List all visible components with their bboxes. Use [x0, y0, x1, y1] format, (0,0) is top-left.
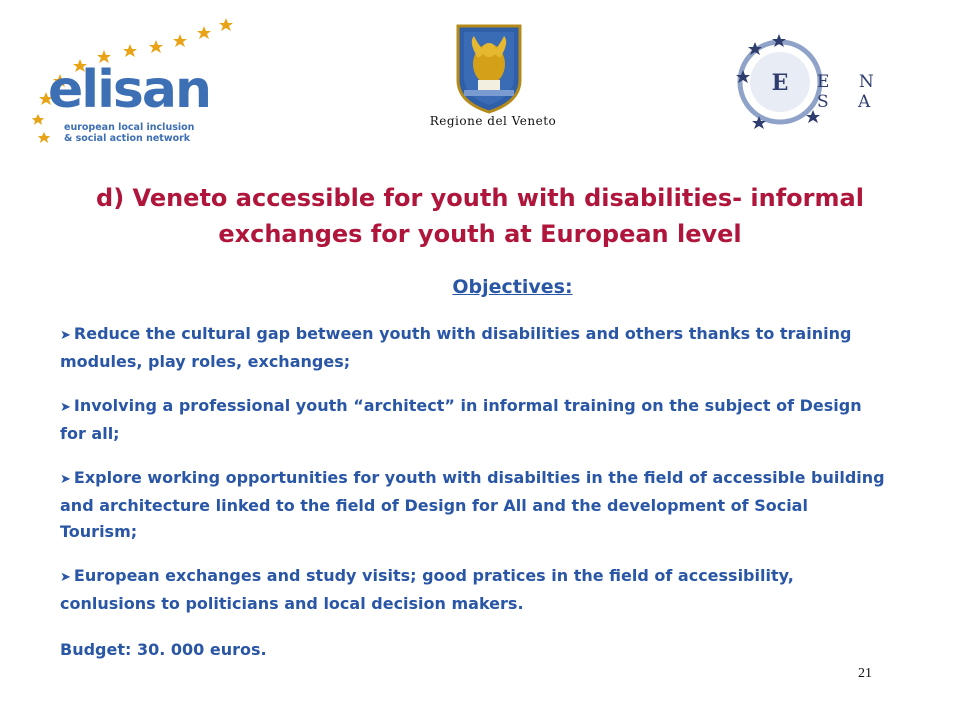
- slide-title: d) Veneto accessible for youth with disabilities- informal exchanges for youth at European level: [96, 184, 864, 248]
- list-item: [60, 563, 890, 617]
- veneto-shield-emblem: [408, 22, 568, 114]
- veneto-caption: Regione del Veneto: [429, 114, 557, 128]
- elisan-logo: [28, 14, 238, 154]
- list-item: [60, 393, 890, 447]
- list-item: [60, 465, 890, 545]
- bullet-text: Reduce the cultural gap between youth with disabilities and others thanks to training modules, play roles, exchanges;: [60, 324, 852, 371]
- arrow-bullet-icon: ➤: [60, 472, 71, 487]
- elisan-tagline-line1: european local inclusion: [64, 122, 195, 133]
- elisan-tagline-line2: & social action network: [64, 133, 191, 144]
- elisan-wordmark: elisan: [48, 60, 210, 120]
- arrow-bullet-icon: ➤: [60, 400, 71, 415]
- ensa-logo: [735, 30, 910, 130]
- arrow-bullet-icon: ➤: [60, 570, 71, 585]
- regione-veneto-logo: [408, 22, 568, 132]
- elisan-tagline: [64, 122, 194, 144]
- objectives-heading: Objectives:: [452, 276, 573, 298]
- bullet-text: Explore working opportunities for youth with disabilties in the field of accessible building and architecture linked to the field of Design for All and the development of Social Tourism;: [60, 468, 885, 541]
- svg-text:E: E: [771, 70, 789, 96]
- ensa-letters: E N S A: [817, 72, 886, 112]
- page-number: 21: [858, 666, 872, 681]
- budget-line: Budget: 30. 000 euros.: [60, 640, 267, 659]
- objectives-list: [60, 321, 890, 635]
- list-item: [60, 321, 890, 375]
- bullet-text: Involving a professional youth “architect” in informal training on the subject of Design for all;: [60, 396, 862, 443]
- bullet-text: European exchanges and study visits; good pratices in the field of accessibility, conlusions to politicians and local decision makers.: [60, 566, 794, 613]
- arrow-bullet-icon: ➤: [60, 328, 71, 343]
